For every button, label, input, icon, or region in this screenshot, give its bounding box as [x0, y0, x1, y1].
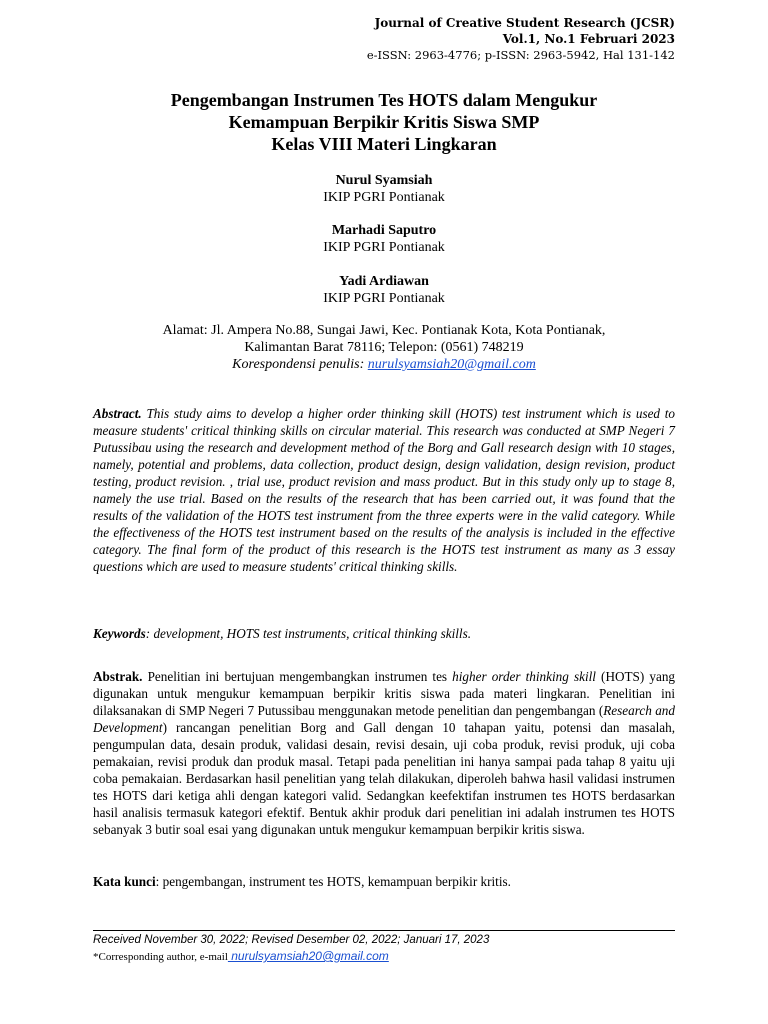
- author-3: [0, 273, 768, 307]
- abstrak-text-2: (HOTS) yang digunakan untuk mengukur kemampuan berpikir kritis siswa pada materi lingkaran. Penelitian ini dilaksanakan di SMP Negeri 7 Putussibau menggunakan metode penelitian dan pengembangan (: [93, 669, 676, 718]
- abstract-text: This study aims to develop a higher order thinking skill (HOTS) test instrument which is used to measure students' critical thinking skills on circular material. This research was conducted at SMP Negeri 7 Putussibau using the research and development method of the Borg and Gall research design with 10 stages, namely, potential and problems, data collection, product design, design validation, design revision, product testing, product revision. , trial use, product revision and mass product. But in this study only up to stage 8, namely the use trial. Based on the results of the research that has been carried out, it was found that the results of the validation of the HOTS test instrument from the three experts were in the valid category. While the effectiveness of the HOTS test instrument based on the results of the analysis is included in the effective category. The final form of the product of this research is the HOTS test instrument as many as 3 essay questions which are used to measure students' critical thinking skills.: [93, 406, 675, 574]
- author-name: Marhadi Saputro: [331, 223, 437, 238]
- title-line-2: Kemampuan Berpikir Kritis Siswa SMP: [228, 112, 540, 132]
- address-line-1: Alamat: Jl. Ampera No.88, Sungai Jawi, Kec. Pontianak Kota, Kota Pontianak,: [162, 323, 606, 338]
- title-line-1: Pengembangan Instrumen Tes HOTS dalam Mengukur: [170, 90, 598, 110]
- title-line-3: Kelas VIII Materi Lingkaran: [271, 134, 497, 154]
- journal-volume: Vol.1, No.1 Februari 2023: [502, 32, 675, 46]
- author-affiliation: IKIP PGRI Pontianak: [323, 291, 445, 306]
- author-name: Nurul Syamsiah: [335, 173, 433, 188]
- paper-title: [0, 89, 768, 155]
- keywords-text: : development, HOTS test instruments, critical thinking skills.: [145, 626, 472, 641]
- footer-divider: [93, 930, 675, 931]
- abstrak-italic-2: Research and Development: [93, 703, 675, 735]
- keywords: [93, 625, 675, 642]
- abstract-indonesian: [93, 668, 675, 838]
- correspondence-email-link[interactable]: nurulsyamsiah20@gmail.com: [367, 357, 536, 372]
- author-affiliation: IKIP PGRI Pontianak: [323, 190, 445, 205]
- author-2: [0, 222, 768, 256]
- corresponding-email-link[interactable]: nurulsyamsiah20@gmail.com: [227, 949, 389, 963]
- abstract-label: Abstract.: [93, 406, 142, 421]
- address-block: [0, 322, 768, 373]
- author-1: [0, 172, 768, 206]
- corresponding-author: [93, 949, 389, 964]
- address-line-2: Kalimantan Barat 78116; Telepon: (0561) 748219: [244, 340, 524, 355]
- abstract-english: [93, 405, 675, 575]
- abstrak-text-3: ) rancangan penelitian Borg and Gall dengan 10 tahapan yaitu, potensi dan masalah, pengumpulan data, desain produk, validasi desain, revisi desain, uji coba produk, revisi produk, uji coba pemakaian, revisi produk dan produk masal. Tetapi pada penelitian ini hanya sampai pada tahap 8 yaitu uji coba pemakaian. Berdasarkan hasil penelitian yang telah dilakukan, diperoleh bahwa hasil validasi instrumen tes HOTS dari ketiga ahli dengan kategori valid. Sedangkan keefektifan instrumen tes HOTS berdasarkan hasil analisis termasuk kategori efektif. Bentuk akhir produk dari penelitian ini adalah instrumen tes HOTS sebanyak 3 butir soal esai yang digunakan untuk mengukur kemampuan berpikir kritis siswa.: [93, 720, 675, 837]
- kata-kunci-text: : pengembangan, instrument tes HOTS, kemampuan berpikir kritis.: [155, 874, 511, 889]
- abstrak-text-1: Penelitian ini bertujuan mengembangkan instrumen tes: [147, 669, 448, 684]
- author-name: Yadi Ardiawan: [339, 274, 429, 289]
- keywords-label: Keywords: [93, 626, 146, 641]
- kata-kunci-label: Kata kunci: [93, 874, 156, 889]
- journal-issn: e-ISSN: 2963-4776; p-ISSN: 2963-5942, Hal 131-142: [366, 48, 675, 62]
- journal-header: [367, 15, 675, 63]
- abstrak-label: Abstrak.: [93, 669, 143, 684]
- corresponding-label: *Corresponding author, e-mail: [93, 951, 228, 963]
- kata-kunci: [93, 873, 675, 890]
- journal-name: Journal of Creative Student Research (JCSR): [374, 16, 675, 30]
- correspondence-label: Korespondensi penulis:: [232, 357, 365, 372]
- author-affiliation: IKIP PGRI Pontianak: [323, 240, 445, 255]
- correspondence-line: [0, 356, 768, 373]
- abstrak-italic-1: higher order thinking skill: [452, 669, 596, 684]
- received-dates: Received November 30, 2022; Revised Desember 02, 2022; Januari 17, 2023: [93, 934, 490, 946]
